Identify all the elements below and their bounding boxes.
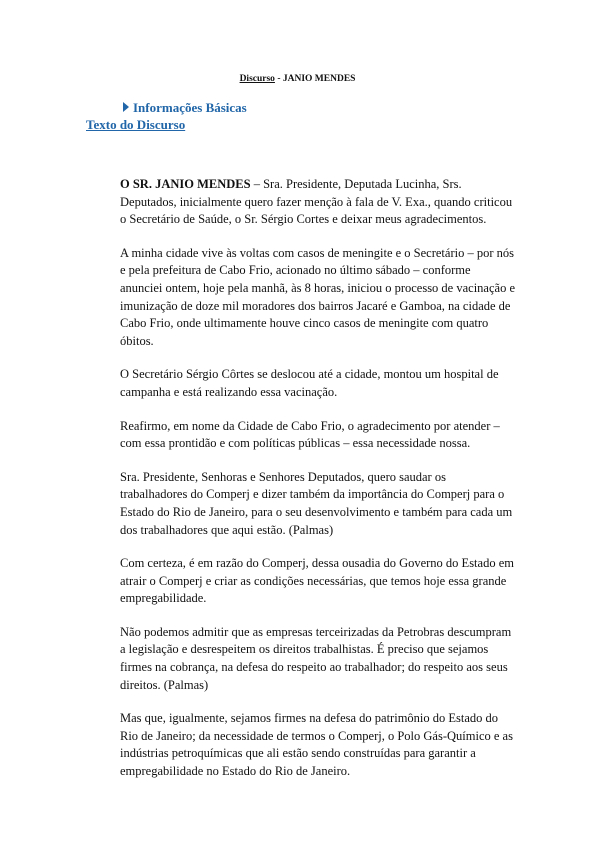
header-speaker-name: JANIO MENDES bbox=[282, 74, 356, 84]
speech-paragraph-1-text: – Sra. Presidente, Deputada Lucinha, Srs. Deputados, inicialmente quero fazer menção à fala de V. Exa., quando criticou o Secretário de Saúde, o Sr. Sérgio Cortes e deixar meus agradecimentos. bbox=[120, 177, 513, 227]
speaker-intro: O SR. JANIO MENDES bbox=[120, 177, 251, 191]
speech-paragraph-4: Reafirmo, em nome da Cidade de Cabo Frio, o agradecimento por atender – com essa prontidão e com políticas públicas – essa necessidade nossa. bbox=[120, 418, 500, 451]
speech-paragraph-7: Não podemos admitir que as empresas terceirizadas da Petrobras descumpram a legislação e desrespeitem os direitos trabalhistas. É preciso que sejamos firmes na cobrança, na defesa do respeito ao trabalhador; do respeito aos seus direitos. (Palmas) bbox=[120, 624, 512, 692]
nav-speech-text-link[interactable]: Texto do Discurso bbox=[86, 117, 186, 132]
speech-paragraph-3: O Secretário Sérgio Côrtes se deslocou até a cidade, montou um hospital de campanha e está realizando essa vacinação. bbox=[120, 367, 499, 399]
speech-body bbox=[120, 176, 515, 797]
triangle-right-icon bbox=[123, 102, 129, 112]
speech-paragraph-5: Sra. Presidente, Senhoras e Senhores Deputados, quero saudar os trabalhadores do Comperj e dizer também da importância do Comperj para o Estado do Rio de Janeiro, para o seu desenvolvimento e também para cada um dos trabalhadores que aqui estão. (Palmas) bbox=[120, 469, 513, 537]
speech-paragraph-1 bbox=[120, 176, 515, 229]
nav-basic-info-label: Informações Básicas bbox=[133, 100, 247, 115]
speech-paragraph-6: Com certeza, é em razão do Comperj, dessa ousadia do Governo do Estado em atrair o Comperj e criar as condições necessárias, que temos hoje essa grande empregabilidade. bbox=[120, 556, 514, 606]
speech-paragraph-8: Mas que, igualmente, sejamos firmes na defesa do patrimônio do Estado do Rio de Janeiro; da necessidade de termos o Comperj, o Polo Gás-Químico e as indústrias petroquímicas que ali estão sendo construídas para garantir a empregabilidade no Estado do Rio de Janeiro. bbox=[120, 711, 513, 779]
discurso-link[interactable]: Discurso bbox=[239, 74, 275, 84]
header-separator: - bbox=[274, 74, 283, 84]
document-header bbox=[0, 74, 595, 84]
nav-basic-info[interactable] bbox=[123, 100, 247, 116]
speech-paragraph-2: A minha cidade vive às voltas com casos de meningite e o Secretário – por nós e pela prefeitura de Cabo Frio, acionado no último sábado – conforme anunciei ontem, hoje pela manhã, às 8 horas, iniciou o processo de vacinação e imunização de doze mil moradores dos bairros Jacaré e Gamboa, na cidade de Cabo Frio, onde ultimamente houve cinco casos de meningite com quatro óbitos. bbox=[120, 245, 515, 348]
